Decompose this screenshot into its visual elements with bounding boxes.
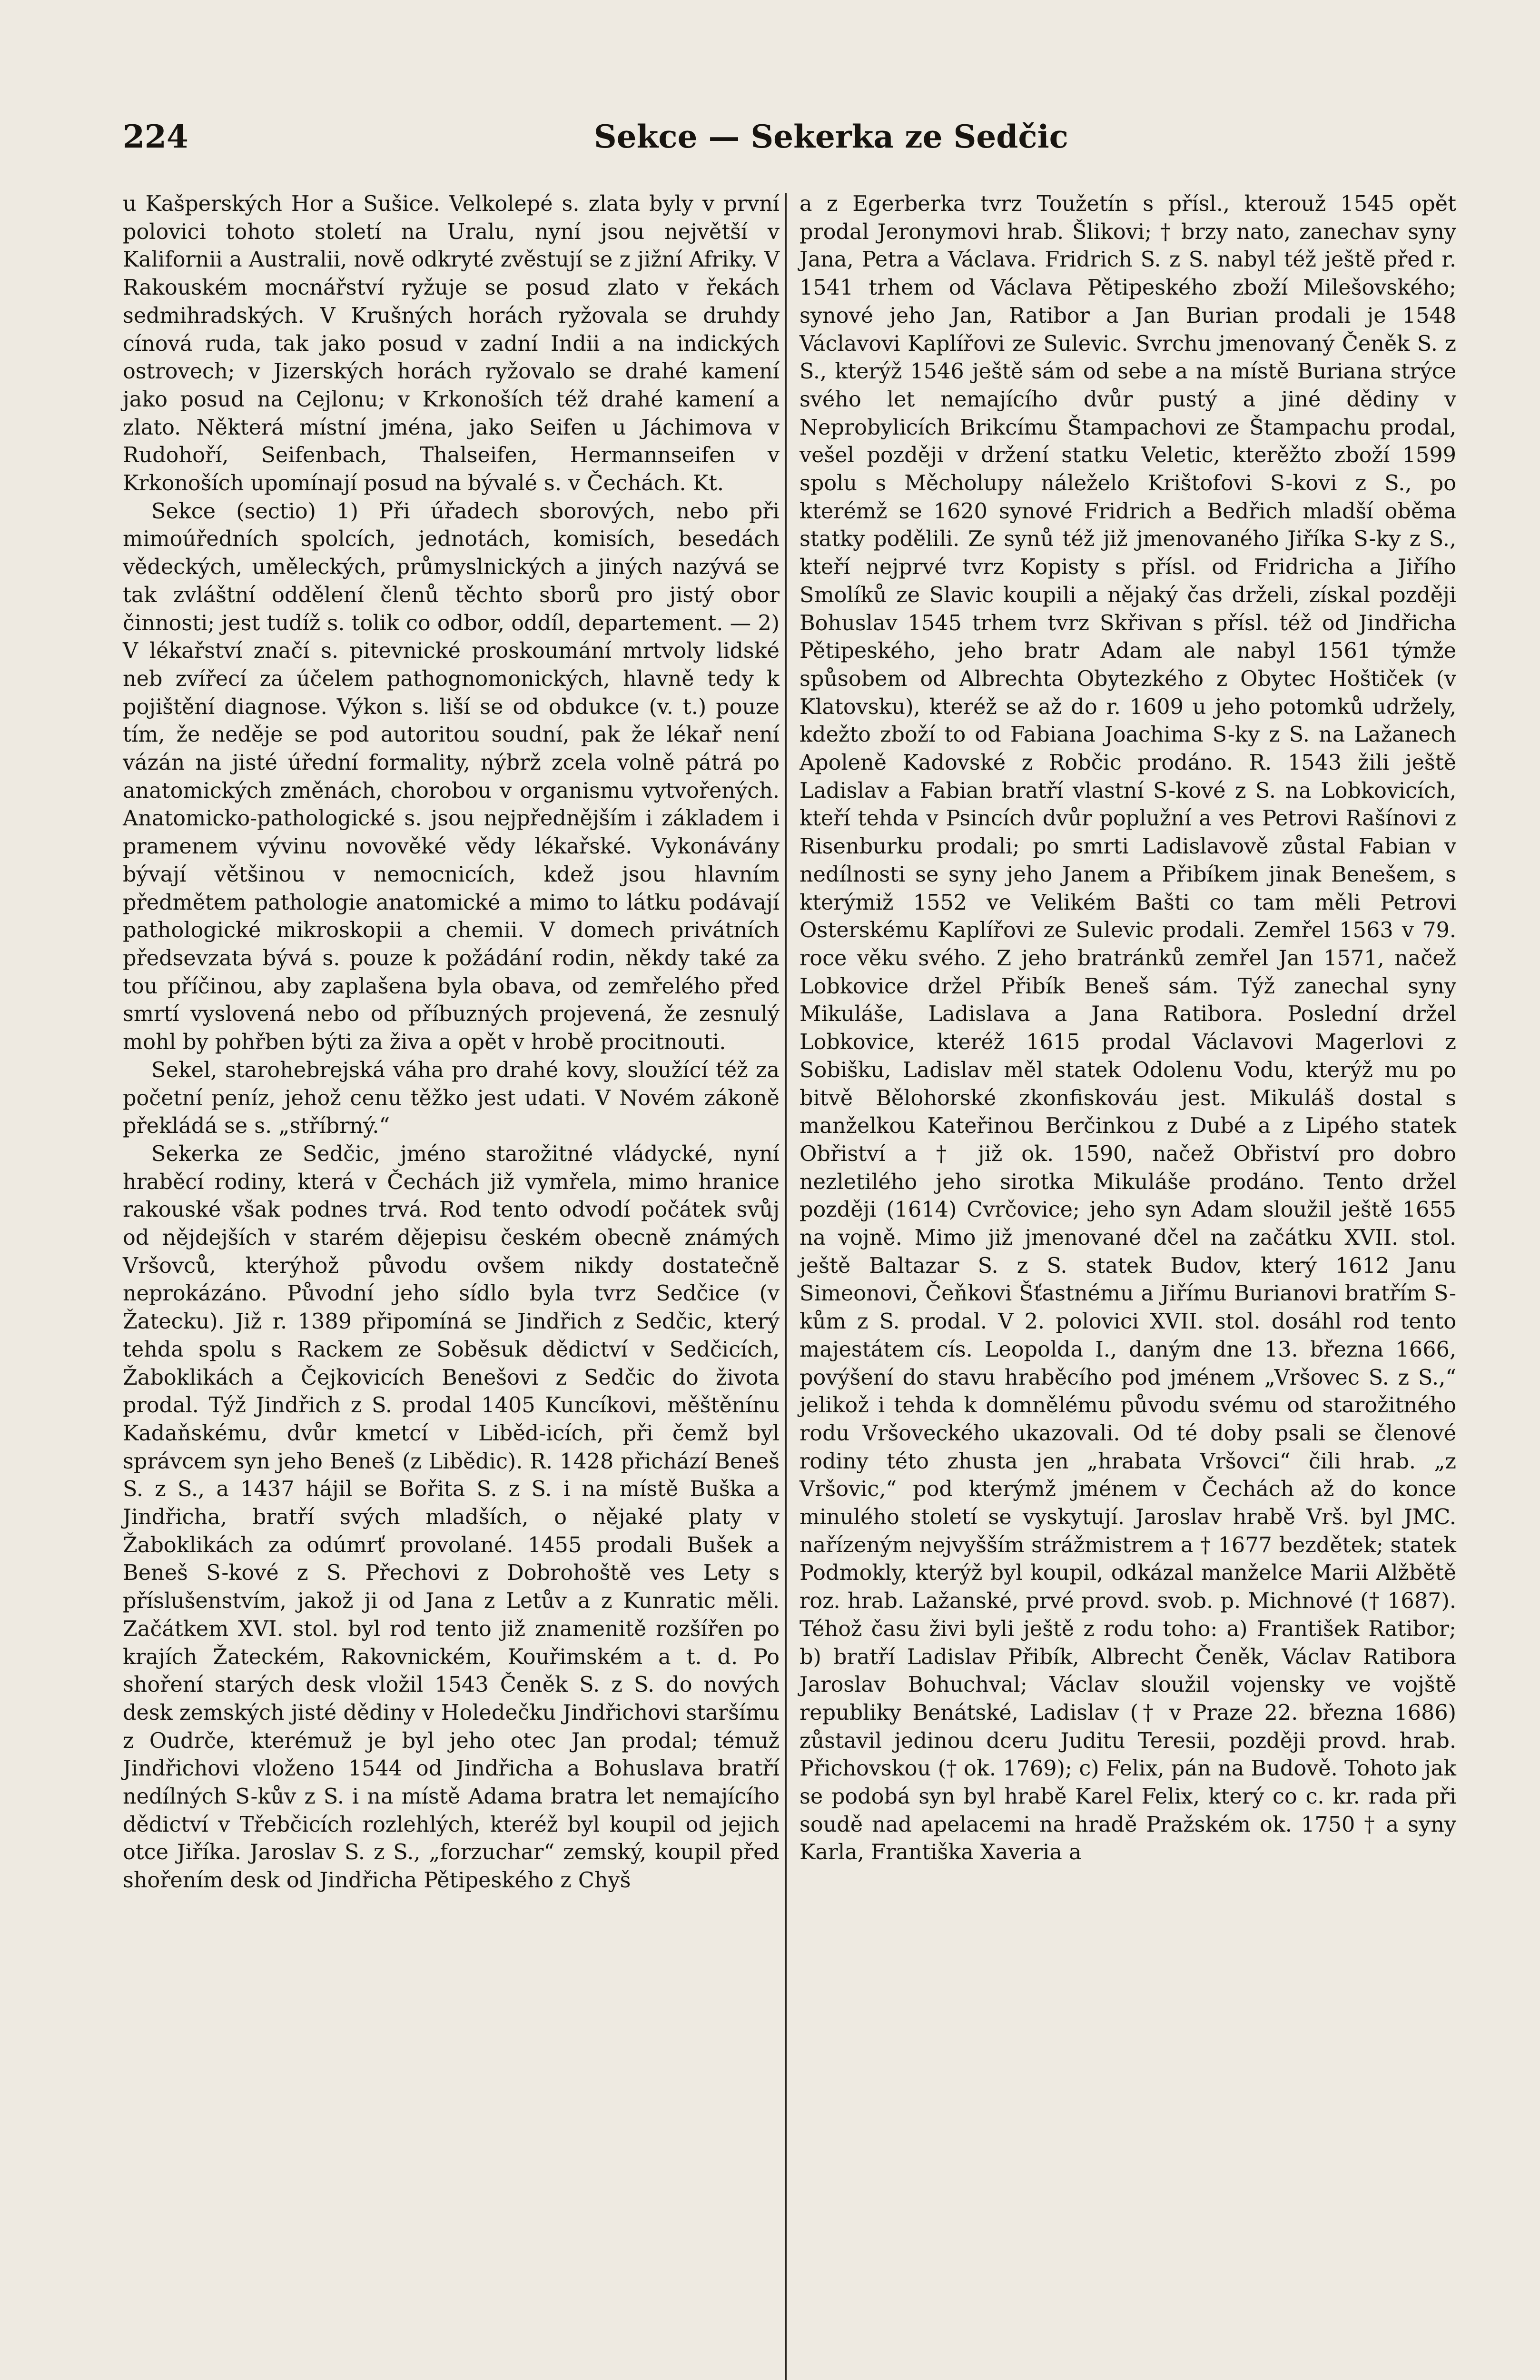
entry-sekel: Sekel, starohebrejská váha pro drahé kovy, sloužící též za početní peníz, jehož cenu těžko jest udati. V Novém zákoně překládá se s. „stříbrný.“ <box>123 1058 780 1139</box>
entry-sekce: Sekce (sectio) 1) Při úřadech sborových, nebo při mimoúředních spolcích, jednotách, komisích, besedách vědeckých, uměleckých, průmyslnických a jiných nazývá se tak zvláštní oddělení členů těchto sborů pro jistý obor činnosti; jest tudíž s. tolik co odbor, oddíl, departement. — 2) V lékařství značí s. pitevnické proskoumání mrtvoly lidské neb zvířecí za účelem pathognomonických, hlavně tedy k pojištění diagnose. Výkon s. liší se od obdukce (v. t.) pouze tím, že neděje se pod autoritou soudní, pak že lékař není vázán na jisté úřední formality, nýbrž zcela volně pátrá po anatomických změnách, chorobou v organismu vytvořených. Anatomicko-pathologické s. jsou nejpřednějším i základem i pramenem vývinu novověké vědy lékařské. Vykonávány bývají většinou v nemocnicích, kdež jsou hlavním předmětem pathologie anatomické a mimo to látku podávají pathologické mikroskopii a chemii. V domech privátních předsevzata bývá s. pouze k požádání rodin, někdy také za tou příčinou, aby zaplašena byla obava, od zemřelého před smrtí vyslovená nebo od příbuzných projevená, že zesnulý mohl by pohřben býti za živa a opět v hrobě procitnouti. <box>123 499 780 1055</box>
column-divider <box>785 193 787 2380</box>
right-column <box>800 190 1456 1867</box>
paragraph-ryzovani-end: u Kašperských Hor a Sušice. Velkolepé s. zlata byly v první polovici tohoto století na Uralu, nyní jsou největší v Kalifornii a Australii, nově odkryté zvěstují se z jižní Afriky. V Rakouském mocnářství ryžuje se posud zlato v řekách sedmihradských. V Krušných horách ryžovala se druhdy cínová ruda, tak jako posud v zadní Indii a na indických ostrovech; v Jizerských horách ryžovalo se drahé kamení jako posud na Cejlonu; v Krkonoších též drahé kamení a zlato. Některá místní jména, jako Seifen u Jáchimova v Rudohoří, Seifenbach, Thalseifen, Hermannseifen v Krkonoších upomínají posud na bývalé s. v Čechách. Kt. <box>123 192 780 496</box>
entry-sekerka-continued: a z Egerberka tvrz Toužetín s přísl., kterouž 1545 opět prodal Jeronymovi hrab. Šlikovi; † brzy nato, zanechav syny Jana, Petra a Václava. Fridrich S. z S. nabyl též ještě před r. 1541 trhem od Václava Pětipeského zboží Milešovského; synové jeho Jan, Ratibor a Jan Burian prodali je 1548 Václavovi Kaplířovi ze Sulevic. Svrchu jmenovaný Čeněk S. z S., kterýž 1546 ještě sám od sebe a na místě Buriana strýce svého let nemajícího dvůr pustý a jiné dědiny v Neprobylicích Brikcímu Štampachovi ze Štampachu prodal, vešel později v držení statku Veletic, kterěžto zboží 1599 spolu s Měcholupy náleželo Krištofovi S-kovi z S., po kterémž se 1620 synové Fridrich a Bedřich mladší oběma statky podělili. Ze synů též již jmenovaného Jiříka S-ky z S., kteří nejprvé tvrz Kopisty s přísl. od Fridricha a Jiřího Smolíků ze Slavic koupili a nějaký čas drželi, získal později Bohuslav 1545 trhem tvrz Skřivan s přísl. též od Jindřicha Pětipeského, jeho bratr Adam ale nabyl 1561 týmže spůsobem od Albrechta Obytezkého z Obytec Hoštiček (v Klatovsku), kteréž se až do r. 1609 u jeho potomků udržely, kdežto zboží to od Fabiana Joachima S-ky z S. na Lažanech Apoleně Kadovské z Robčic prodáno. R. 1543 žili ještě Ladislav a Fabian bratří vlastní S-kové z S. na Lobkovicích, kteří tehda v Psincích dvůr poplužní a ves Petrovi Rašínovi z Risenburku prodali; po smrti Ladislavově zůstal Fabian v nedílnosti se syny jeho Janem a Přibíkem jinak Benešem, s kterýmiž 1552 ve Velikém Bašti co tam měli Petrovi Osterskému Kaplířovi ze Sulevic prodali. Zemřel 1563 v 79. roce věku svého. Z jeho bratránků zemřel Jan 1571, načež Lobkovice držel Přibík Beneš sám. Týž zanechal syny Mikuláše, Ladislava a Jana Ratibora. Poslední držel Lobkovice, kteréž 1615 prodal Václavovi Magerlovi z Sobišku, Ladislav měl statek Odolenu Vodu, kterýž mu po bitvě Bělohorské zkonfiskováu jest. Mikuláš dostal s manželkou Kateřinou Berčinkou z Dubé a z Lipého statek Obřiství a † již ok. 1590, načež Obřiství pro dobro nezletilého jeho sirotka Mikuláše prodáno. Tento držel později (1614) Cvrčovice; jeho syn Adam sloužil ještě 1655 na vojně. Mimo již jmenované dčel na začátku XVII. stol. ještě Baltazar S. z S. statek Budov, který 1612 Janu Simeonovi, Čeňkovi Šťastnému a Jiřímu Burianovi bratřím S-kům z S. prodal. V 2. polovici XVII. stol. dosáhl rod tento majestátem cís. Leopolda I., daným dne 13. března 1666, povýšení do stavu hraběcího pod jménem „Vršovec S. z S.,“ jelikož i tehda k domnělému původu svému od starožitného rodu Vršoveckého ukazovali. Od té doby psali se členové rodiny této zhusta jen „hrabata Vršovci“ čili hrab. „z Vršovic,“ pod kterýmž jménem v Čechách až do konce minulého století se vyskytují. Jaroslav hrabě Vrš. byl JMC. nařízeným nejvyšším strážmistrem a † 1677 bezdětek; statek Podmokly, kterýž byl koupil, odkázal manželce Marii Alžbětě roz. hrab. Lažanské, prvé provd. svob. p. Michnové († 1687). Téhož času živi byli ještě z rodu toho: a) František Ratibor; b) bratří Ladislav Přibík, Albrecht Čeněk, Václav Ratibora Jaroslav Bohuchval; Václav sloužil vojensky ve vojště republiky Benátské, Ladislav († v Praze 22. března 1686) zůstavil jedinou dceru Juditu Teresii, později provd. hrab. Přichovskou († ok. 1769); c) Felix, pán na Budově. Tohoto jak se podobá syn byl hrabě Karel Felix, který co c. kr. rada při soudě nad apelacemi na hradě Pražském ok. 1750 † a syny Karla, Františka Xaveria a <box>800 192 1456 1865</box>
entry-sekerka-ze-sedcic: Sekerka ze Sedčic, jméno starožitné vládycké, nyní hraběcí rodiny, která v Čechách již vymřela, mimo hranice rakouské však podnes trvá. Rod tento odvodí počátek svůj od nějdejších v starém dějepisu českém obecně známých Vršovců, kterýhož původu ovšem nikdy dostatečně neprokázáno. Původní jeho sídlo byla tvrz Sedčice (v Žatecku). Již r. 1389 připomíná se Jindřich z Sedčic, který tehda spolu s Rackem ze Soběsuk dědictví v Sedčicích, Žaboklikách a Čejkovicích Benešovi z Sedčic do života prodal. Týž Jindřich z S. prodal 1405 Kuncíkovi, měštěnínu Kadaňskému, dvůr kmetcí v Liběd‑icích, při čemž byl správcem syn jeho Beneš (z Libědic). R. 1428 přichází Beneš S. z S., a 1437 hájil se Bořita S. z S. i na místě Buška a Jindřicha, bratří svých mladších, o nějaké platy v Žaboklikách za odúmrť provolané. 1455 prodali Bušek a Beneš S-kové z S. Přechovi z Dobrohoště ves Lety s příslušenstvím, jakož ji od Jana z Letův a z Kunratic měli. Začátkem XVI. stol. byl rod tento již znamenitě rozšířen po krajích Žateckém, Rakovnickém, Kouřimském a t. d. Po shoření starých desk vložil 1543 Čeněk S. z S. do nových desk zemských jisté dědiny v Holedečku Jindřichovi staršímu z Oudrče, kterémuž je byl jeho otec Jan prodal; témuž Jindřichovi vloženo 1544 od Jindřicha a Bohuslava bratří nedílných S-kův z S. i na místě Adama bratra let nemajícího dědictví v Třebčicích rozlehlých, kteréž byl koupil od jejich otce Jiříka. Jaroslav S. z S., „forzuchar“ zemský, koupil před shořením desk od Jindřicha Pětipeského z Chyš <box>123 1141 780 1893</box>
page-number: 224 <box>123 118 188 155</box>
left-column <box>123 190 780 1895</box>
running-title: Sekce — Sekerka ze Sedčic <box>594 118 1068 155</box>
page-header <box>123 118 1493 161</box>
